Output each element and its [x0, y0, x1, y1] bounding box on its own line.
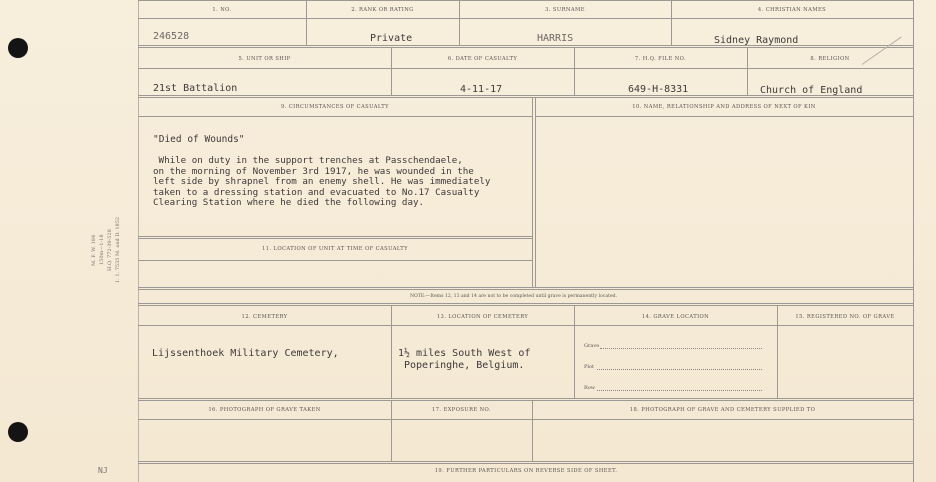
service-number: 246528 — [153, 31, 190, 42]
rule — [138, 68, 914, 69]
christian-names-value: Sidney Raymond — [714, 35, 799, 46]
surname-value: HARRIS — [537, 33, 574, 44]
form-code-line-4: 1. 1. 7535 M. and D. 1852 — [115, 216, 121, 284]
punch-hole-top — [8, 38, 28, 58]
plot-line — [597, 369, 762, 370]
rule — [138, 18, 914, 19]
header-photo-supplied: 18. PHOTOGRAPH OF GRAVE AND CEMETERY SUPPLIED TO — [629, 407, 816, 413]
rule — [138, 260, 532, 261]
circumstances-title: "Died of Wounds" — [153, 134, 245, 145]
header-rank: 2. RANK OR RATING — [351, 7, 414, 13]
rule — [138, 236, 532, 239]
header-unit: 5. UNIT OR SHIP — [238, 56, 291, 62]
rule — [138, 287, 914, 290]
header-number: 1. NO. — [212, 7, 232, 13]
rule — [138, 303, 914, 306]
header-next-of-kin: 10. NAME, RELATIONSHIP AND ADDRESS OF NEXT OF KIN — [632, 104, 816, 110]
cemetery-location-line-2: Poperinghe, Belgium. — [404, 360, 525, 371]
header-religion: 8. RELIGION — [810, 56, 850, 62]
header-further-particulars: 19. FURTHER PARTICULARS ON REVERSE SIDE OF SHEET. — [434, 468, 618, 474]
religion-value: Church of England — [760, 85, 863, 96]
header-photo-taken: 16. PHOTOGRAPH OF GRAVE TAKEN — [208, 407, 321, 413]
rule — [532, 98, 533, 288]
header-date: 6. DATE OF CASUALTY — [447, 56, 518, 62]
header-cemetery-location: 13. LOCATION OF CEMETERY — [436, 314, 529, 320]
note-text: NOTE:—Items 12, 13 and 14 are not to be completed until grave is permanently located. — [410, 294, 618, 299]
rule — [138, 0, 914, 1]
header-exposure: 17. EXPOSURE NO. — [432, 407, 491, 413]
grave-label: Grave — [584, 343, 600, 349]
form-code-line-1: M. F. W. 184 — [91, 234, 97, 266]
rank-value: Private — [370, 33, 413, 44]
header-unit-location: 11. LOCATION OF UNIT AT TIME OF CASUALTY — [261, 246, 408, 252]
header-hq-file: 7. H.Q. FILE NO. — [634, 56, 687, 62]
header-christian-names: 4. CHRISTIAN NAMES — [757, 7, 827, 13]
form-code-line-3: H.Q. 772-39-528 — [107, 229, 113, 271]
header-cemetery: 12. CEMETERY — [241, 314, 288, 320]
rule — [138, 325, 914, 326]
grave-line — [600, 348, 762, 349]
punch-hole-bottom — [8, 422, 28, 442]
rule — [138, 398, 914, 401]
rule — [535, 116, 913, 117]
rule — [913, 0, 914, 482]
cemetery-location-line-1: 1½ miles South West of — [398, 348, 531, 359]
hq-file-value: 649-H-8331 — [628, 84, 689, 95]
date-of-casualty-value: 4-11-17 — [460, 84, 503, 95]
plot-label: Plot — [584, 364, 594, 370]
rule — [138, 116, 532, 117]
unit-value: 21st Battalion — [153, 83, 238, 94]
cemetery-value: Lijssenthoek Military Cemetery, — [152, 348, 339, 359]
header-surname: 3. SURNAME — [545, 7, 585, 13]
form-code-line-2: 150m—1-18 — [99, 234, 105, 266]
row-label: Row — [584, 385, 596, 391]
rule — [138, 419, 914, 420]
circumstances-body: While on duty in the support trenches at Passchendaele, on the morning of November 3rd 1917, he was wounded in the left side by shrapnel from an enemy shell. He was immediately taken to a dressing station and evacuated to No.17 Casualty Clearing Station where he died the following day. — [153, 155, 491, 208]
rule — [535, 98, 536, 288]
header-grave-location: 14. GRAVE LOCATION — [641, 314, 710, 320]
clerk-initials: NJ — [98, 466, 108, 475]
header-registered-grave: 15. REGISTERED NO. OF GRAVE — [795, 314, 895, 320]
rule — [138, 461, 914, 464]
row-line — [597, 390, 762, 391]
header-circumstances: 9. CIRCUMSTANCES OF CASUALTY — [281, 104, 389, 110]
